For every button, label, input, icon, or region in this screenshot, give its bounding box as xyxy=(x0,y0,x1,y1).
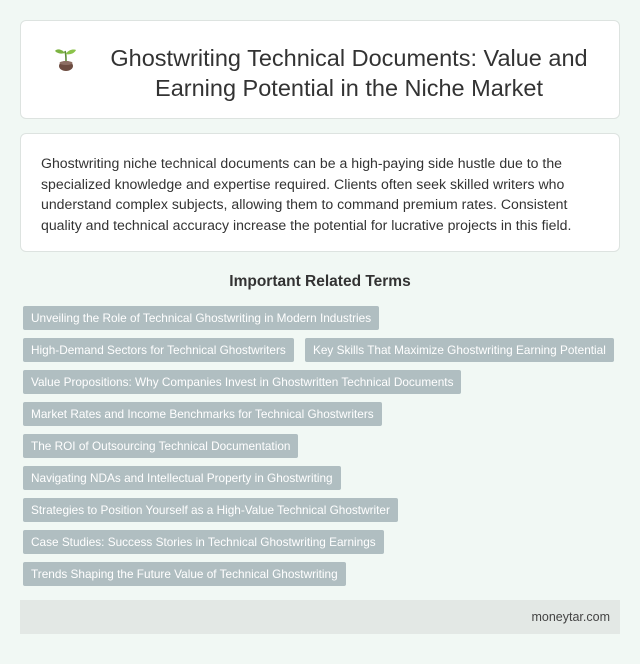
related-term-tag[interactable]: Navigating NDAs and Intellectual Property in Ghostwriting xyxy=(23,466,341,490)
footer xyxy=(20,600,620,634)
related-term-tag[interactable]: Value Propositions: Why Companies Invest in Ghostwritten Technical Documents xyxy=(23,370,461,394)
intro-text: Ghostwriting niche technical documents can be a high-paying side hustle due to the specialized knowledge and expertise required. Clients often seek skilled writers who understand complex subjects, allowing them to command premium rates. Consistent quality and technical accuracy increase the potential for lucrative projects in this field. xyxy=(41,155,572,233)
related-term-tag[interactable]: High-Demand Sectors for Technical Ghostwriters xyxy=(23,338,294,362)
related-term-tag[interactable]: Trends Shaping the Future Value of Technical Ghostwriting xyxy=(23,562,346,586)
page-title: Ghostwriting Technical Documents: Value and Earning Potential in the Niche Market xyxy=(110,45,588,101)
related-terms-heading: Important Related Terms xyxy=(229,273,411,290)
footer-site-name: moneytar.com xyxy=(531,610,610,624)
related-term-tag[interactable]: Case Studies: Success Stories in Technical Ghostwriting Earnings xyxy=(23,530,384,554)
related-term-tag[interactable]: Strategies to Position Yourself as a High-Value Technical Ghostwriter xyxy=(23,498,398,522)
related-term-tag[interactable]: Unveiling the Role of Technical Ghostwriting in Modern Industries xyxy=(23,306,379,330)
related-term-tag[interactable]: The ROI of Outsourcing Technical Documentation xyxy=(23,434,298,458)
sprout-icon xyxy=(52,46,80,72)
related-term-tag[interactable]: Key Skills That Maximize Ghostwriting Earning Potential xyxy=(305,338,614,362)
related-term-tag[interactable]: Market Rates and Income Benchmarks for Technical Ghostwriters xyxy=(23,402,382,426)
